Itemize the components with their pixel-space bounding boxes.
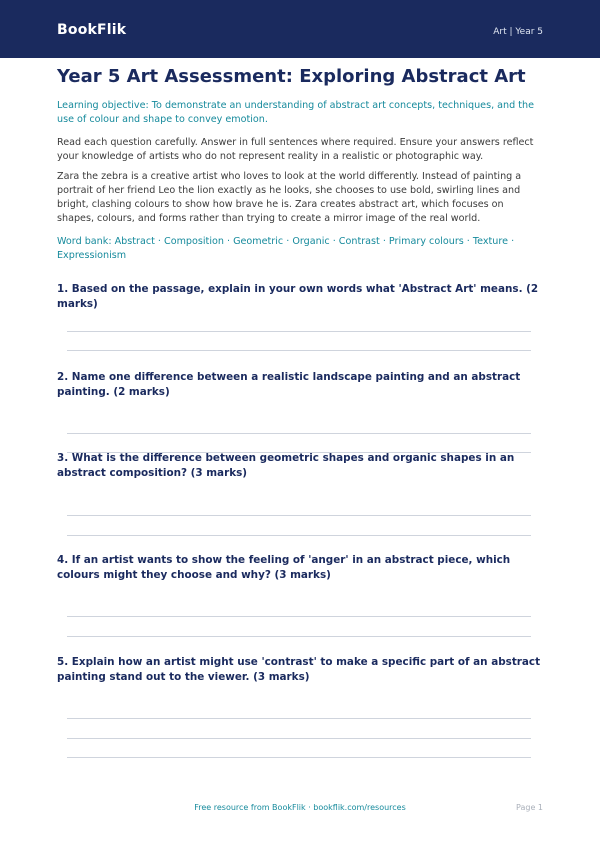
learning-objective: Learning objective: To demonstrate an understanding of abstract art concepts, techniques, and the use of colour and shape to convey emotion. xyxy=(57,100,535,125)
answer-line-q4-2[interactable] xyxy=(67,636,531,637)
question-1: 1. Based on the passage, explain in your own words what 'Abstract Art' means. (2 marks) xyxy=(57,283,539,310)
breadcrumb: Art | Year 5 xyxy=(493,27,543,37)
question-3: 3. What is the difference between geometric shapes and organic shapes in an abstract composition? (3 marks) xyxy=(57,452,515,479)
site-header xyxy=(0,0,600,58)
question-4: 4. If an artist wants to show the feeling of 'anger' in an abstract piece, which colours might they choose and why? (3 marks) xyxy=(57,554,511,581)
answer-line-q5-2[interactable] xyxy=(67,738,531,739)
answer-line-q1-2[interactable] xyxy=(67,350,531,351)
word-bank: Word bank: Abstract · Composition · Geometric · Organic · Contrast · Primary colours · Texture · Expressionism xyxy=(57,236,515,261)
answer-line-q3-1[interactable] xyxy=(67,515,531,516)
answer-line-q3-2[interactable] xyxy=(67,535,531,536)
instructions-text: Read each question carefully. Answer in full sentences where required. Ensure your answers reflect your knowledge of artists who do not represent reality in a realistic or photographic way. xyxy=(57,137,534,162)
page-number: Page 1 xyxy=(516,803,543,812)
worksheet-content xyxy=(57,66,543,283)
answer-line-q5-3[interactable] xyxy=(67,757,531,758)
page-title: Year 5 Art Assessment: Exploring Abstract Art xyxy=(57,66,526,87)
brand-logo-text[interactable]: BookFlik xyxy=(57,22,127,38)
answer-line-q5-1[interactable] xyxy=(67,718,531,719)
answer-line-q4-1[interactable] xyxy=(67,616,531,617)
question-2: 2. Name one difference between a realistic landscape painting and an abstract painting. (2 marks) xyxy=(57,371,521,398)
question-5: 5. Explain how an artist might use 'contrast' to make a specific part of an abstract painting stand out to the viewer. (3 marks) xyxy=(57,656,541,683)
answer-line-q2-1[interactable] xyxy=(67,433,531,434)
reading-passage: Zara the zebra is a creative artist who loves to look at the world differently. Instead of painting a portrait of her friend Leo the lion exactly as he looks, she chooses to use bold, swirling lines and bright, clashing colours to show how brave he is. Zara creates abstract art, which focuses on shapes, colours, and forms rather than trying to create a mirror image of the real world. xyxy=(57,171,522,224)
answer-line-q1-1[interactable] xyxy=(67,331,531,332)
footer-link[interactable]: Free resource from BookFlik · bookflik.com/resources xyxy=(194,803,406,812)
